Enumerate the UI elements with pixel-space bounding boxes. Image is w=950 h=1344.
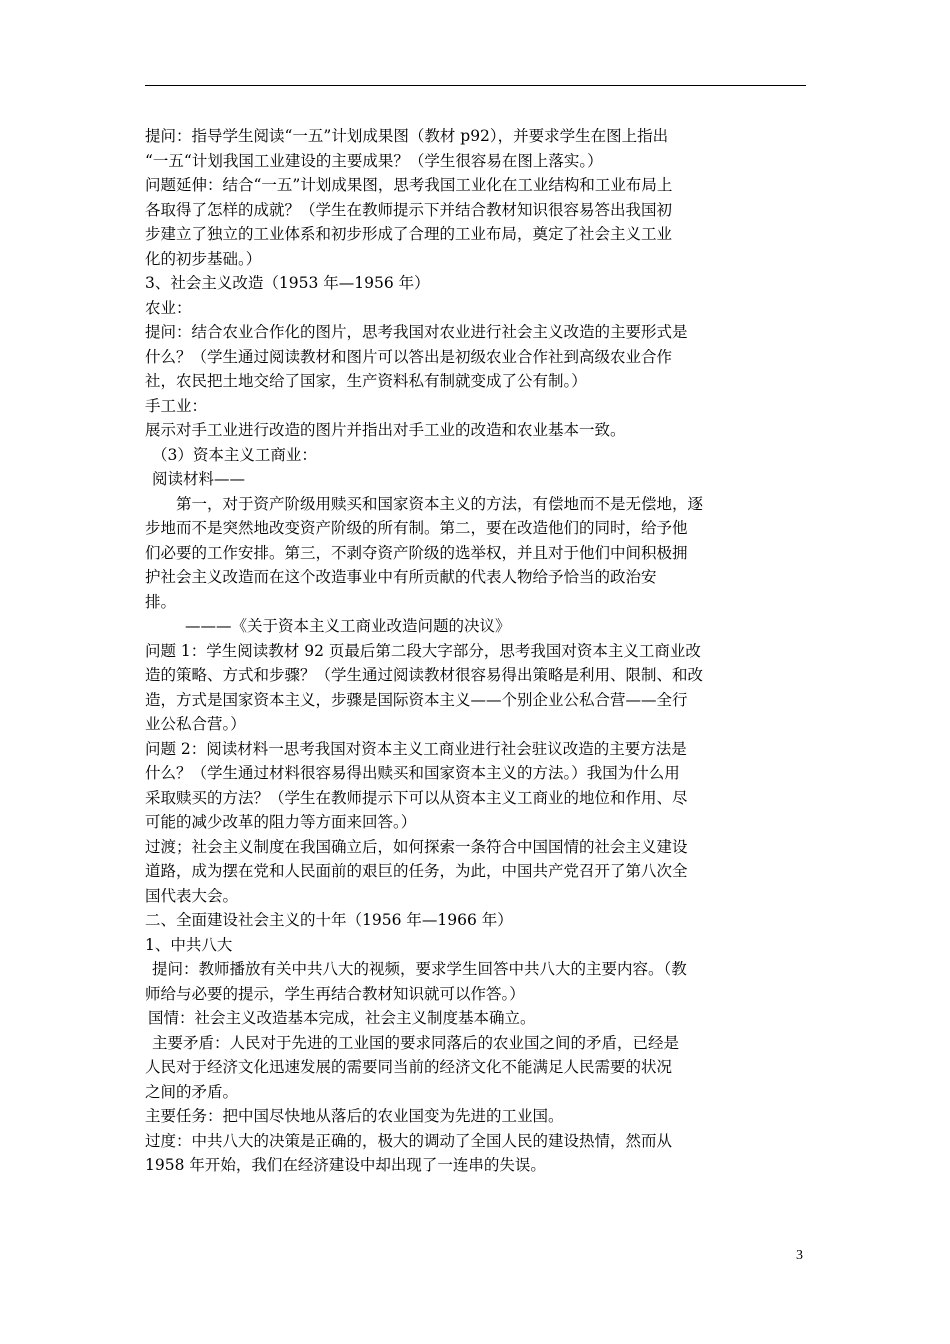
text-line: 师给与必要的提示，学生再结合教材知识就可以作答。） — [145, 984, 525, 1003]
text-line: 过度：中共八大的决策是正确的，极大的调动了全国人民的建设热情，然而从 — [145, 1131, 673, 1150]
text-line: 什么？（学生通过阅读教材和图片可以答出是初级农业合作社到高级农业合作 — [145, 347, 673, 366]
text-line: 提问：指导学生阅读“一五”计划成果图（教材 p92），并要求学生在图上指出 — [145, 127, 669, 145]
text-line: 过渡；社会主义制度在我国确立后，如何探索一条符合中国国情的社会主义建设 — [145, 837, 688, 856]
text-line: 业公私合营。） — [145, 715, 246, 733]
quote-source: ———《关于资本主义工商业改造问题的决议》 — [185, 617, 511, 635]
text-line: 国代表大会。 — [145, 886, 239, 905]
text-line: 提问：结合农业合作化的图片，思考我国对农业进行社会主义改造的主要形式是 — [145, 323, 688, 341]
quote-line: 排。 — [145, 592, 177, 611]
text-line: 主要任务：把中国尽快地从落后的农业国变为先进的工业国。 — [145, 1107, 564, 1125]
text-line: 问题延伸：结合“一五”计划成果图，思考我国工业化在工业结构和工业布局上 — [145, 176, 673, 194]
quote-line: 们必要的工作安排。第三，不剥夺资产阶级的选举权，并且对于他们中间积极拥 — [145, 543, 688, 562]
text-line: “一五“计划我国工业建设的主要成果？（学生很容易在图上落实。） — [145, 151, 603, 170]
subsection-heading: （3）资本主义工商业： — [152, 445, 317, 464]
text-line: 问题 1：学生阅读教材 92 页最后第二段大字部分，思考我国对资本主义工商业改 — [145, 641, 701, 660]
section-heading: 二、全面建设社会主义的十年（1956 年—1966 年） — [145, 911, 513, 929]
text-line: 采取赎买的方法？（学生在教师提示下可以从资本主义工商业的地位和作用、尽 — [145, 788, 688, 807]
text-line: 可能的减少改革的阻力等方面来回答。） — [145, 813, 417, 831]
text-line: 手工业： — [145, 396, 208, 415]
quote-line: 护社会主义改造而在这个改造事业中有所贡献的代表人物给予恰当的政治安 — [145, 568, 657, 586]
header-rule — [145, 85, 806, 86]
text-line: 什么？（学生通过材料很容易得出赎买和国家资本主义的方法。）我国为什么用 — [145, 764, 680, 782]
quote-line: 第一，对于资产阶级用赎买和国家资本主义的方法，有偿地而不是无偿地，逐 — [176, 494, 704, 513]
text-line: 人民对于经济文化迅速发展的需要同当前的经济文化不能满足人民需要的状况 — [145, 1058, 673, 1076]
text-line: 展示对手工业进行改造的图片并指出对手工业的改造和农业基本一致。 — [145, 421, 626, 439]
text-line: 化的初步基础。） — [145, 249, 262, 268]
text-line: 1958 年开始，我们在经济建设中却出现了一连串的失误。 — [145, 1156, 546, 1174]
text-line: 道路，成为摆在党和人民面前的艰巨的任务，为此，中国共产党召开了第八次全 — [145, 862, 688, 880]
quote-line: 步地而不是突然地改变资产阶级的所有制。第二，要在改造他们的同时，给予他 — [145, 519, 688, 537]
text-line: 问题 2：阅读材料一思考我国对资本主义工商业进行社会驻议改造的主要方法是 — [145, 739, 687, 758]
page-number: 3 — [796, 1248, 803, 1263]
text-line: 农业： — [145, 298, 192, 317]
section-heading: 3、社会主义改造（1953 年—1956 年） — [145, 274, 430, 292]
text-line: 各取得了怎样的成就？（学生在教师提示下并结合教材知识很容易答出我国初 — [145, 200, 673, 219]
text-line: 提问：教师播放有关中共八大的视频，要求学生回答中共八大的主要内容。（教 — [152, 960, 687, 978]
text-line: 国情：社会主义改造基本完成，社会主义制度基本确立。 — [148, 1009, 536, 1027]
text-line: 之间的矛盾。 — [145, 1082, 239, 1101]
text-line: 造，方式是国家资本主义，步骤是国际资本主义——个别企业公私合营——全行 — [145, 690, 688, 709]
text-line: 步建立了独立的工业体系和初步形成了合理的工业布局，奠定了社会主义工业 — [145, 225, 673, 243]
section-heading: 1、中共八大 — [145, 935, 233, 954]
text-line: 主要矛盾：人民对于先进的工业国的要求同落后的农业国之间的矛盾，已经是 — [152, 1033, 680, 1052]
document-body — [145, 124, 807, 1178]
text-line: 造的策略、方式和步骤？（学生通过阅读教材很容易得出策略是利用、限制、和改 — [145, 666, 704, 684]
text-line: 社，农民把土地交给了国家，生产资料私有制就变成了公有制。） — [145, 372, 587, 390]
text-line: 阅读材料—— — [152, 470, 246, 488]
